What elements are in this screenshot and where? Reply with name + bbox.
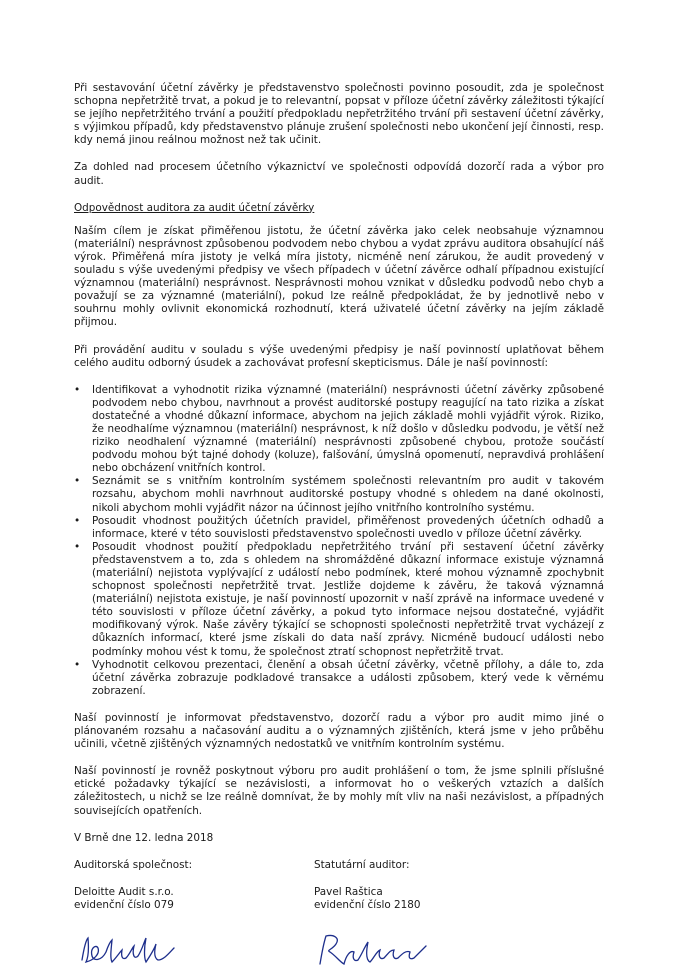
duties-list — [74, 384, 604, 698]
signature-name: Deloitte Audit s.r.o. — [74, 885, 174, 898]
signature-number: evidenční číslo 079 — [74, 898, 174, 911]
list-item: • Seznámit se s vnitřním kontrolním systémem společnosti relevantním pro audit v takovém rozsahu, abychom mohli navrhnout auditorské postupy vhodné s ohledem na dané okolnosti, nikoli abychom mohli vyjádřit názor na účinnost jejího vnitřního kontrolního systému. — [74, 475, 604, 514]
paragraph-objective: Naším cílem je získat přiměřenou jistotu, že účetní závěrka jako celek neobsahuje významnou (materiální) nesprávnost způsobenou podvodem nebo chybou a vydat zprávu auditora obsahující náš výrok. Přiměřená míra jistoty je velká míra jistoty, nicméně není zárukou, že audit provedený v souladu s výše uvedenými předpisy ve všech případech v účetní závěrce odhalí případnou existující významnou (materiální) nesprávnost. Nesprávnosti mohou vznikat v důsledku podvodů nebo chyb a považují se za významné (materiální), pokud lze reálně předpokládat, že by jednotlivě nebo v souhrnu mohly ovlivnit ekonomická rozhodnutí, která uživatelé účetní závěrky na jejím základě přijmou. — [74, 224, 604, 329]
signature-left — [74, 859, 274, 970]
section-heading: Odpovědnost auditora za audit účetní závěrky — [74, 201, 315, 214]
signature-number: evidenční číslo 2180 — [314, 898, 421, 911]
document-page — [74, 82, 604, 970]
handwritten-signature-left — [74, 930, 274, 970]
date-line: V Brně dne 12. ledna 2018 — [74, 831, 214, 844]
signature-role: Auditorská společnost: — [74, 858, 193, 871]
signature-role: Statutární auditor: — [314, 858, 410, 871]
handwritten-signature-right — [314, 930, 514, 970]
list-item: • Vyhodnotit celkovou prezentaci, členění a obsah účetní závěrky, včetně přílohy, a dále to, zda účetní závěrka zobrazuje podkladové transakce a události způsobem, který vede k věrnému zobrazení. — [74, 659, 604, 698]
signature-block — [74, 859, 514, 970]
signature-right — [314, 859, 514, 970]
paragraph-going-concern: Při sestavování účetní závěrky je představenstvo společnosti povinno posoudit, zda je společnost schopna nepřetržitě trvat, a pokud je to relevantní, popsat v příloze účetní závěrky záležitosti týkající se jejího nepřetržitého trvání a použití předpokladu nepřetržitého trvání při sestavení účetní závěrky, s výjimkou případů, kdy představenstvo plánuje zrušení společnosti nebo ukončení její činnosti, resp. kdy nemá jinou reálnou možnost než tak učinit. — [74, 82, 604, 147]
paragraph-oversight: Za dohled nad procesem účetního výkaznictví ve společnosti odpovídá dozorčí rada a výbor pro audit. — [74, 161, 604, 187]
list-item: • Identifikovat a vyhodnotit rizika významné (materiální) nesprávnosti účetní závěrky způsobené podvodem nebo chybou, navrhnout a provést auditorské postupy reagující na tato rizika a získat dostatečné a vhodné důkazní informace, abychom na jejich základě mohli vyjádřit výrok. Riziko, že neodhalíme významnou (materiální) nesprávnost, k níž došlo v důsledku podvodu, je větší než riziko neodhalení významné (materiální) nesprávnosti způsobené chybou, protože součástí podvodu mohou být tajné dohody (koluze), falšování, úmyslná opomenutí, nepravdivá prohlášení nebo obcházení vnitřních kontrol. — [74, 384, 604, 476]
signature-name: Pavel Raštica — [314, 885, 383, 898]
paragraph-communication: Naší povinností je informovat představenstvo, dozorčí radu a výbor pro audit mimo jiné o plánovaném rozsahu a načasování auditu a o významných zjištěních, která jsme v jeho průběhu učinili, včetně zjištěných významných nedostatků ve vnitřním kontrolním systému. — [74, 711, 604, 751]
list-item: • Posoudit vhodnost použitých účetních pravidel, přiměřenost provedených účetních odhadů a informace, které v této souvislosti představenstvo společnosti uvedlo v příloze účetní závěrky. — [74, 515, 604, 541]
paragraph-duties-intro: Při provádění auditu v souladu s výše uvedenými předpisy je naší povinností uplatňovat během celého auditu odborný úsudek a zachovávat profesní skepticismus. Dále je naší povinností: — [74, 343, 604, 369]
paragraph-independence: Naší povinností je rovněž poskytnout výboru pro audit prohlášení o tom, že jsme splnili příslušné etické požadavky týkající se nezávislosti, a informovat ho o veškerých vztazích a dalších záležitostech, u nichž se lze reálně domnívat, že by mohly mít vliv na naši nezávislost, a případných souvisejících opatřeních. — [74, 765, 604, 817]
list-item: • Posoudit vhodnost použití předpokladu nepřetržitého trvání při sestavení účetní závěrky představenstvem a to, zda s ohledem na shromážděné důkazní informace existuje významná (materiální) nejistota vyplývající z událostí nebo podmínek, které mohou významně zpochybnit schopnost společnosti nepřetržitě trvat. Jestliže dojdeme k závěru, že taková významná (materiální) nejistota existuje, je naší povinností upozornit v naší zprávě na informace uvedené v této souvislosti v příloze účetní závěrky, a pokud tyto informace nejsou dostatečné, vyjádřit modifikovaný výrok. Naše závěry týkající se schopnosti společnosti nepřetržitě trvat vycházejí z důkazních informací, které jsme získali do data naší zprávy. Nicméně budoucí události nebo podmínky mohou vést k tomu, že společnost ztratí schopnost nepřetržitě trvat. — [74, 541, 604, 659]
